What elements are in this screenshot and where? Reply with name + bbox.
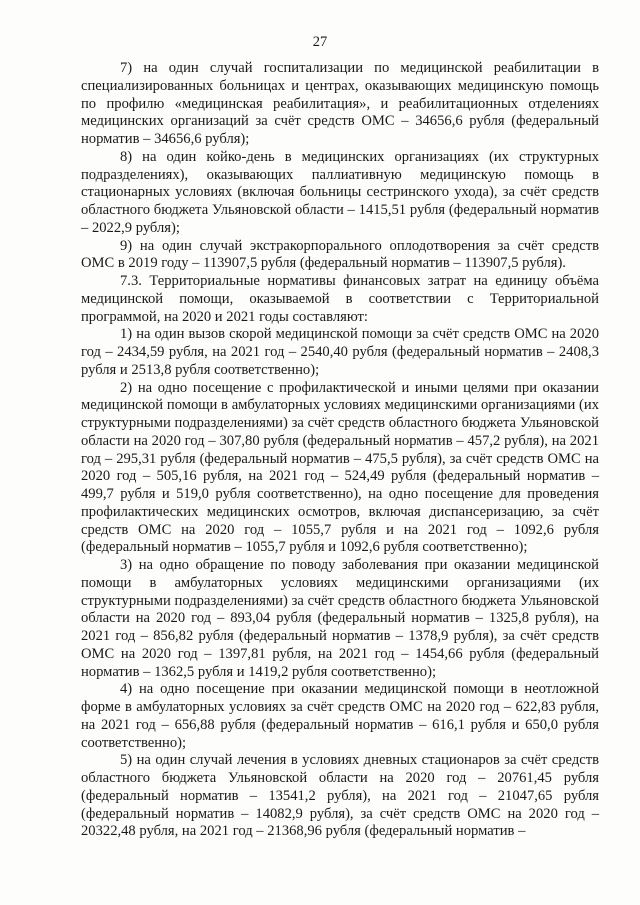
paragraph-item-7-rehabilitation: 7) на один случай госпитализации по медицинской реабилитации в специализированных больницах и центрах, оказывающих медицинскую помощь по профилю «медицинская реабилитация», и реабилитационных отделениях медицинских организаций за счёт средств ОМС – 34656,6 рубля (федеральный норматив – 34656,6 рубля); <box>81 60 599 147</box>
paragraph-item-1-ambulance: 1) на один вызов скорой медицинской помощи за счёт средств ОМС на 2020 год – 2434,59 рубля, на 2021 год – 2540,40 рубля (федеральный норматив – 2408,3 рубля и 2513,8 рубля соответственно); <box>81 326 599 378</box>
paragraph-item-3-illness-appeal: 3) на одно обращение по поводу заболевания при оказании медицинской помощи в амбулаторных условиях медицинскими организациями (их структурными подразделениями) за счёт средств областного бюджета Ульяновской области на 2020 год – 893,04 рубля (федеральный норматив – 1325,8 рубля), на 2021 год – 856,82 рубля (федеральный норматив – 1378,9 рубля), за счёт средств ОМС на 2020 год – 1397,81 рубля, на 2021 год – 1454,66 рубля (федеральный норматив – 1362,5 рубля и 1419,2 рубля соответственно); <box>81 557 599 680</box>
paragraph-item-9-ivf: 9) на один случай экстракорпорального оплодотворения за счёт средств ОМС в 2019 году – 113907,5 рубля (федеральный норматив – 113907,5 рубля). <box>81 237 599 272</box>
page-number: 27 <box>312 34 328 50</box>
paragraph-section-7-3: 7.3. Территориальные нормативы финансовых затрат на единицу объёма медицинской помощи, оказываемой в соответствии с Территориальной программой, на 2020 и 2021 годы составляют: <box>81 273 599 325</box>
paragraph-item-2-preventive-visit: 2) на одно посещение с профилактической и иными целями при оказании медицинской помощи в амбулаторных условиях медицинскими организациями (их структурными подразделениями) за счёт средств областного бюджета Ульяновской области на 2020 год – 307,80 рубля (федеральный норматив – 457,2 рубля), на 2021 год – 295,31 рубля (федеральный норматив – 475,5 рубля), за счёт средств ОМС на 2020 год – 505,16 рубля, на 2021 год – 524,49 рубля (федеральный норматив – 499,7 рубля и 519,0 рубля соответственно), на одно посещение для проведения профилактических медицинских осмотров, включая диспансеризацию, за счёт средств ОМС на 2020 год – 1055,7 рубля и на 2021 год – 1092,6 рубля (федеральный норматив – 1055,7 рубля и 1092,6 рубля соответственно); <box>81 379 599 556</box>
paragraph-item-8-palliative: 8) на один койко-день в медицинских организациях (их структурных подразделениях), оказывающих паллиативную медицинскую помощь в стационарных условиях (включая больницы сестринского ухода), за счёт средств областного бюджета Ульяновской области – 1415,51 рубля (федеральный норматив – 2022,9 рубля); <box>81 148 599 236</box>
paragraph-item-4-urgent-visit: 4) на одно посещение при оказании медицинской помощи в неотложной форме в амбулаторных условиях за счёт средств ОМС на 2020 год – 622,83 рубля, на 2021 год – 656,88 рубля (федеральный норматив – 616,1 рубля и 650,0 рубля соответственно); <box>81 681 599 751</box>
paragraph-item-5-day-hospital: 5) на один случай лечения в условиях дневных стационаров за счёт средств областного бюджета Ульяновской области на 2020 год – 20761,45 рубля (федеральный норматив – 13541,2 рубля), на 2021 год – 21047,65 рубля (федеральный норматив – 14082,9 рубля), за счёт средств ОМС на 2020 год – 20322,48 рубля, на 2021 год – 21368,96 рубля (федеральный норматив – <box>81 752 599 840</box>
document-body <box>81 60 599 841</box>
